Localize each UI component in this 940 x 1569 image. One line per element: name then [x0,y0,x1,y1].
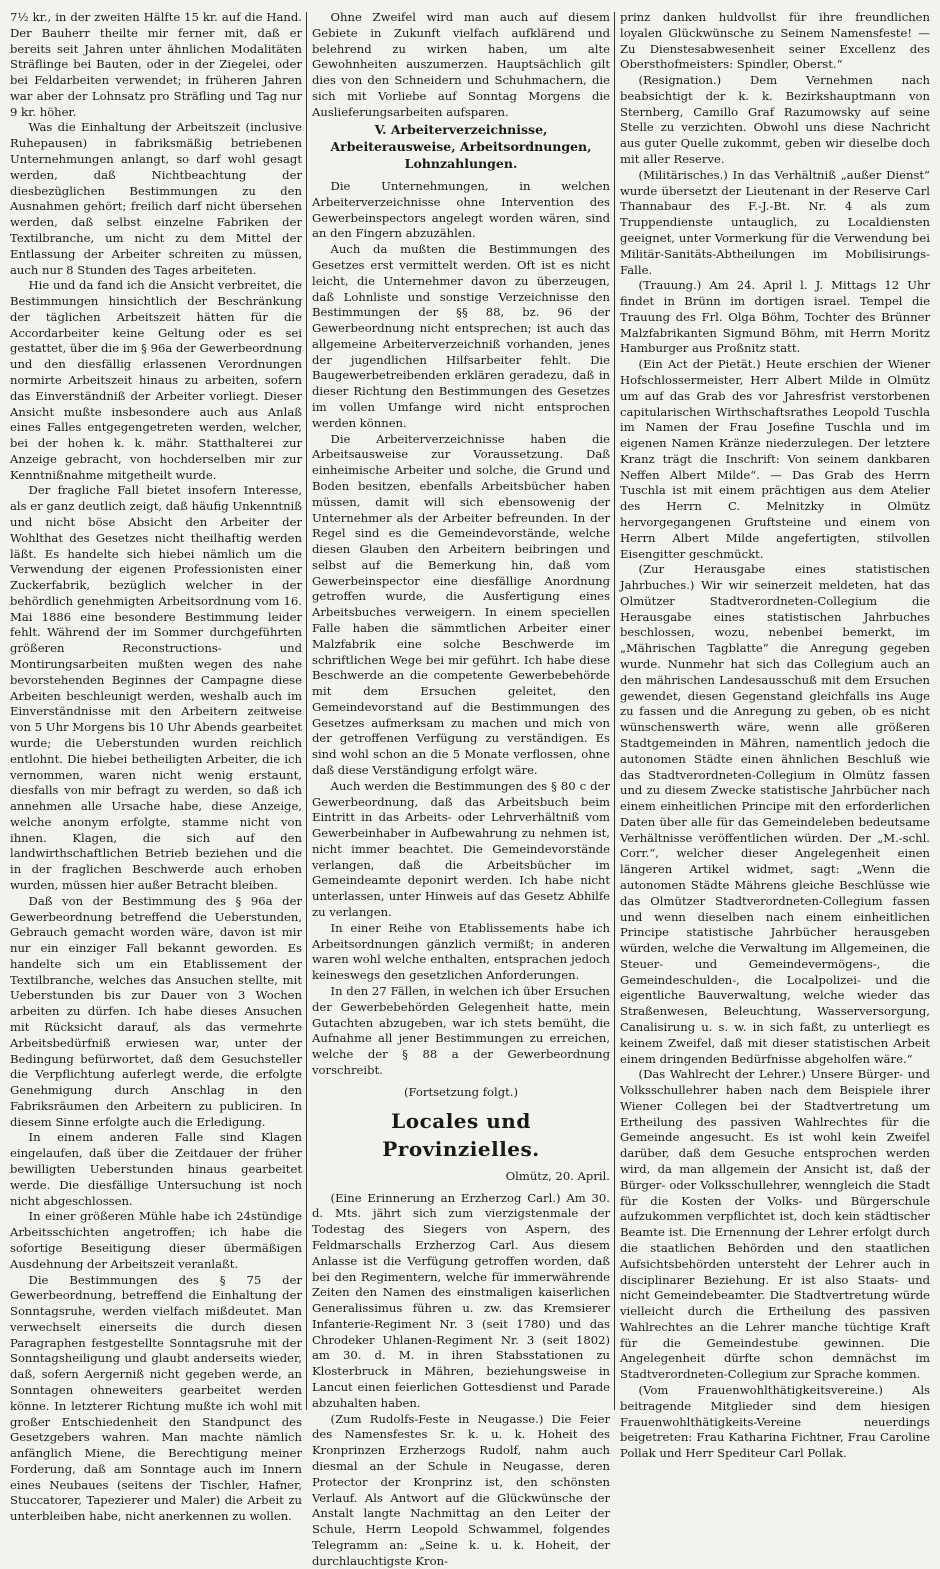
paragraph: 7½ kr., in der zweiten Hälfte 15 kr. auf die Hand. Der Bauherr theilte mir ferner mit, daß er bereits seit Jahren unter ähnlichen Modalitäten Sträflinge bei Bauten, oder in der Ziegelei, oder bei Feldarbeiten verwendet; in früheren Jahren war aber der Lohnsatz pro Sträfling und Tag nur 9 kr. höher. [10,10,302,119]
paragraph: Der fragliche Fall bietet insofern Interesse, als er ganz deutlich zeigt, daß häufig Unkenntniß und nicht böse Absicht den Arbeiter der Wohlthat des Gesetzes nicht theilhaftig werden läßt. Es handelte sich hiebei nämlich um die Verwendung der eigenen Professionisten einer Zuckerfabrik, bezüglich welcher in der behördlich genehmigten Arbeitsordnung vom 16. Mai 1886 eine besondere Bestimmung leider fehlt. Während der im Sommer durchgeführten größeren Reconstructions- und Montirungsarbeiten mußten wegen des nahe bevorstehenden Beginnes der Campagne diese Arbeiten beschleunigt werden, weshalb auch im Einverständnisse mit den Arbeitern zeitweise von 5 Uhr Morgens bis 10 Uhr Abends gearbeitet wurde; die Ueberstunden wurden reichlich entlohnt. Die hiebei betheiligten Arbeiter, die ich vernommen, waren nicht wenig erstaunt, diesfalls von mir befragt zu werden, so daß ich annehmen alle Ursache habe, diese Anzeige, welche anonym erfolgte, stamme nicht von ihnen. Klagen, die sich auf den landwirthschaftlichen Betrieb beziehen und die in der fraglichen Beschwerde auch erhoben wurden, müssen hier außer Betracht bleiben. [10,483,302,892]
paragraph: Hie und da fand ich die Ansicht verbreitet, die Bestimmungen hinsichtlich der Beschränkung der täglichen Arbeitszeit hätten für die Accordarbeiter keine Geltung oder es sei gestattet, über die im § 96a der Gewerbeordnung und den diesfällig erlassenen Verordnungen normirte Arbeitszeit hinaus zu arbeiten, sofern das Einverständniß der Arbeiter vorliegt. Dieser Ansicht mußte insbesondere auch aus Anlaß eines Falles entgegengetreten werden, welcher, bei der hohen k. k. mähr. Statthalterei zur Anzeige gebracht, von hochderselben mir zur Kenntnißnahme mitgetheilt wurde. [10,278,302,482]
paragraph: In einer größeren Mühle habe ich 24stündige Arbeitsschichten angetroffen; ich habe die sofortige Beseitigung dieser übermäßigen Ausdehnung der Arbeitszeit veranlaßt. [10,1209,302,1271]
column-right [620,10,930,1461]
section-heading: V. Arbeiterverzeichnisse, Arbeiterausweise, Arbeitsordnungen, Lohnzahlungen. [330,122,592,172]
paragraph: Auch werden die Bestimmungen des § 80 c der Gewerbeordnung, daß das Arbeitsbuch beim Eintritt in das Arbeits- oder Lehrverhältniß vom Gewerbeinhaber in Aufbewahrung zu nehmen ist, nicht immer beachtet. Die Gemeindevorstände verlangen, daß die Arbeitsbücher im Gemeindeamte deponirt werden. Ich habe nicht unterlassen, unter Hinweis auf das Gesetz Abhilfe zu verlangen. [312,778,610,920]
news-item: (Das Wahlrecht der Lehrer.) Unsere Bürger- und Volksschullehrer haben nach dem Beispiele ihrer Wiener Collegen bei der Stadtvertretung um Ertheilung des passiven Wahlrechtes für die Gemeinde angesucht. Es ist wohl kein Zweifel darüber, daß dem Gesuche entsprochen werden wird, da man allgemein der Ansicht ist, daß der Bürger- oder Volksschullehrer, wenngleich die Stadt für die Kosten der Volks- und Bürgerschule aufzukommen verpflichtet ist, doch kein städtischer Beamte ist. Die Ernennung der Lehrer erfolgt durch die staatlichen Behörden und den staatlichen Aufsichtsbehörden untersteht der Lehrer auch in disciplinarer Beziehung. Er ist also Staats- und nicht Gemeindebeamter. Die Stadtvertretung würde vielleicht durch die Ertheilung des passiven Wahlrechtes an die Lehrer manche tüchtige Kraft für die Gemeindestube gewinnen. Die Angelegenheit dürfte schon demnächst im Stadtverordneten-Collegium zur Sprache kommen. [620,1067,930,1382]
column-middle [312,10,610,1568]
news-item: (Zur Herausgabe eines statistischen Jahrbuches.) Wir wir seinerzeit meldeten, hat das Olmützer Stadtverordneten-Collegium die Herausgabe eines statistischen Jahrbuches beschlossen, wozu, nebenbei bemerkt, im „Mährischen Tagblatte“ die Anregung gegeben wurde. Nunmehr hat sich das Collegium auch an den mährischen Landesausschuß mit dem Ersuchen gewendet, diesen Gegenstand gleichfalls ins Auge zu fassen und die Anregung zu geben, ob es nicht wünschenswerth wäre, wenn alle größeren Stadtgemeinden in Mähren, namentlich jedoch die autonomen Städte einen ähnlichen Beschluß wie das Stadtverordneten-Collegium in Olmütz fassen und zu diesem Zwecke statistische Jahrbücher nach einem einheitlichen Principe mit den erforderlichen Daten über alle für das Gemeindeleben bedeutsame Verhältnisse veröffentlichen würden. Der „M.-schl. Corr.“, welcher dieser Angelegenheit einen längeren Artikel widmet, sagt: „Wenn die autonomen Städte Mährens gleiche Beschlüsse wie das Olmützer Stadtverordneten-Collegium fassen und wenn dieselben nach einem einheitlichen Principe statistische Jahrbücher herausgeben würden, welche die Verwaltung im Allgemeinen, die Steuer- und Gemeindevermögens-, die Gemeindeschulden-, die Localpolizei- und die eigentliche Bauverwaltung, welche wieder das Straßenwesen, Beleuchtung, Wasserversorgung, Canalisirung u. s. w. in sich faßt, zu unterliegt es keinem Zweifel, daß mit dieser statistischen Arbeit einem dringenden Bedürfnisse abgeholfen wäre.“ [620,562,930,1066]
paragraph: Die Unternehmungen, in welchen Arbeiterverzeichnisse ohne Intervention des Gewerbeinspectors angelegt worden wären, sind an den Fingern abzuzählen. [312,179,610,241]
locales-heading: Locales und Provinzielles. [382,1109,540,1161]
dateline: Olmütz, 20. April. [505,1168,610,1183]
news-item: (Resignation.) Dem Vernehmen nach beabsichtigt der k. k. Bezirkshauptmann von Sternberg, Camillo Graf Razumowsky auf seine Stelle zu verzichten. Obwohl uns diese Nachricht aus guter Quelle zukommt, geben wir dieselbe doch mit aller Reserve. [620,73,930,167]
column-left [10,10,302,1524]
column-rule [614,12,615,1410]
paragraph: In den 27 Fällen, in welchen ich über Ersuchen der Gewerbebehörden Gelegenheit hatte, mein Gutachten abzugeben, war ich stets bemüht, die Aufnahme all jener Bestimmungen zu erreichen, welche der § 88 a der Gewerbeordnung vorschreibt. [312,983,610,1077]
news-item: (Eine Erinnerung an Erzherzog Carl.) Am 30. d. Mts. jährt sich zum vierzigstenmale der Todestag des Siegers von Aspern, des Feldmarschalls Erzherzog Carl. Aus diesem Anlasse ist die Verfügung getroffen worden, daß bei den Regimentern, welche für immerwährende Zeiten den Namen des einstmaligen kaiserlichen Generalissimus führen u. zw. das Kremsierer Infanterie-Regiment Nr. 3 (seit 1780) und das Chrodeker Uhlanen-Regiment Nr. 3 (seit 1802) am 30. d. M. in ihren Stabsstationen zu Klosterbruck in Mähren, beziehungsweise in Lancut einen feierlichen Gottesdienst und Parade abzuhalten haben. [312,1190,610,1410]
news-item: (Vom Frauenwohlthätigkeitsvereine.) Als beitragende Mitglieder sind dem hiesigen Frauenwohlthätigkeits-Vereine neuerdings beigetreten: Frau Katharina Fichtner, Frau Caroline Pollak und Herr Spediteur Carl Pollak. [620,1382,930,1461]
paragraph: Ohne Zweifel wird man auch auf diesem Gebiete in Zukunft vielfach aufklärend und belehrend zu wirken haben, um alte Gewohnheiten auszumerzen. Hauptsächlich gilt dies von den Schneidern und Schuhmachern, die sich mit Vorliebe auf Sonntag Morgens die Auslieferungsarbeiten aufsparen. [312,10,610,119]
paragraph: prinz danken huldvollst für ihre freundlichen loyalen Glückwünsche zu Seinem Namensfeste! — Zu Dienstesabwesenheit seiner Excellenz des Obersthofmeisters: Spindler, Oberst.“ [620,10,930,72]
paragraph: Daß von der Bestimmung des § 96a der Gewerbeordnung betreffend die Ueberstunden, Gebrauch gemacht worden wäre, davon ist mir nur ein einziger Fall bekannt geworden. Es handelte sich um ein Etablissement der Textilbranche, welches das Ansuchen stellte, mit Ueberstunden bis zur Dauer von 3 Wochen arbeiten zu dürfen. Ich habe dieses Ansuchen mit Rücksicht darauf, als das vermehrte Arbeitsbedürfniß erwiesen war, unter der Bedingung befürwortet, daß dem Gesuchsteller die Verpflichtung auferlegt werde, die erfolgte Genehmigung durch Anschlag in den Fabriksräumen den Arbeitern zu publiciren. In diesem Sinne erfolgte auch die Erledigung. [10,893,302,1129]
paragraph: Was die Einhaltung der Arbeitszeit (inclusive Ruhepausen) in fabriksmäßig betriebenen Unternehmungen anlangt, so darf wohl gesagt werden, daß Nichtbeachtung der diesbezüglichen Bestimmungen zu den Ausnahmen gehört; freilich darf nicht übersehen werden, daß selbst einzelne Fabriken der Textilbranche, um nicht zu dem Mittel der Entlassung der Arbeiter schreiten zu müssen, auch nur 8 Stunden des Tages arbeiteten. [10,120,302,277]
paragraph: Die Bestimmungen des § 75 der Gewerbeordnung, betreffend die Einhaltung der Sonntagsruhe, werden vielfach mißdeutet. Man verwechselt einerseits die durch diesen Paragraphen festgestellte Sonntagsruhe mit der Sonntagsheiligung und glaubt anderseits wieder, daß, sofern Aergerniß nicht gegeben werde, an Sonntagen ohneweiters gearbeitet werden könne. In letzterer Richtung mußte ich wohl mit großer Entschiedenheit den Standpunct des Gesetzgebers wahren. Man machte nämlich anfänglich Miene, die Berechtigung meiner Forderung, daß am Sonntage auch im Innern eines Neubaues (seitens der Tischler, Hafner, Stuccatorer, Tapezierer und Maler) die Arbeit zu unterbleiben habe, nicht anerkennen zu wollen. [10,1272,302,1524]
news-item: (Trauung.) Am 24. April l. J. Mittags 12 Uhr findet in Brünn im dortigen israel. Tempel die Trauung des Frl. Olga Böhm, Tochter des Brünner Malzfabrikanten Sigmund Böhm, mit Herrn Moritz Hamburger aus Proßnitz statt. [620,278,930,356]
paragraph: In einem anderen Falle sind Klagen eingelaufen, daß über die Zeitdauer der früher bewilligten Ueberstunden hinaus gearbeitet werde. Die diesfällige Untersuchung ist noch nicht abgeschlossen. [10,1130,302,1208]
continuation-note: (Fortsetzung folgt.) [403,1084,518,1099]
news-item: (Ein Act der Pietät.) Heute erschien der Wiener Hofschlossermeister, Herr Albert Milde in Olmütz um auf das Grab des vor Jahresfrist verstorbenen capitularischen Wirthschaftsrathes Leopold Tuschla im Namen der Frau Josefine Tuschla und im eigenen Namen Kränze niederzulegen. Der letztere Kranz trägt die Inschrift: Von seinem dankbaren Neffen Albert Milde“. — Das Grab des Herrn Tuschla ist mit einem prächtigen aus dem Atelier des Herrn C. Melnitzky in Olmütz hervorgegangenen Gruftsteine und einem von Herrn Albert Milde angefertigten, stilvollen Eisengitter geschmückt. [620,357,930,561]
news-item: (Militärisches.) In das Verhältniß „außer Dienst“ wurde übersetzt der Lieutenant in der Reserve Carl Thannabaur des F.-J.-Bt. Nr. 4 als zum Truppendienste untauglich, zu Localdiensten geeignet, unter Vormerkung für die Verwendung bei Militär-Sanitäts-Abtheilungen im Mobilisirungs-Falle. [620,167,930,277]
news-item: (Zum Rudolfs-Feste in Neugasse.) Die Feier des Namensfestes Sr. k. u. k. Hoheit des Kronprinzen Erzherzogs Rudolf, nahm auch diesmal an der Schule in Neugasse, deren Protector der Kronprinz ist, den schönsten Verlauf. Als Antwort auf die Glückwünsche der Anstalt langte Nachmittag an den Leiter der Schule, Herrn Leopold Schwammel, folgendes Telegramm an: „Seine k. u. k. Hoheit, der durchlauchtigste Kron- [312,1411,610,1568]
paragraph: Die Arbeiterverzeichnisse haben die Arbeitsausweise zur Voraussetzung. Daß einheimische Arbeiter und solche, die Grund und Boden besitzen, ebenfalls Arbeitsbücher haben müssen, damit will sich ebensowenig der Unternehmer als der Arbeiter befreunden. In der Regel sind es die Gemeindevorstände, welche diesen Glauben den Arbeitern beibringen und selbst auf die Bemerkung hin, daß vom Gewerbeinspector eine diesfällige Anordnung getroffen wurde, die Ausfertigung eines Arbeitsbuches verweigern. In einem speciellen Falle haben die sämmtlichen Arbeiter einer Malzfabrik eine solche Beschwerde im schriftlichen Wege bei mir geführt. Ich habe diese Beschwerde an die competente Gewerbebehörde mit dem Ersuchen geleitet, den Gemeindevorstand auf die Bestimmungen des Gesetzes aufmerksam zu machen und mich von der getroffenen Verfügung zu verständigen. Es sind wohl schon an die 5 Monate verflossen, ohne daß diese Verständigung erfolgt wäre. [312,431,610,777]
paragraph: In einer Reihe von Etablissements habe ich Arbeitsordnungen gänzlich vermißt; in anderen waren wohl welche enthalten, entsprachen jedoch keineswegs den gesetzlichen Anforderungen. [312,920,610,983]
column-rule [306,12,307,1410]
paragraph: Auch da mußten die Bestimmungen des Gesetzes erst vermittelt werden. Oft ist es nicht leicht, die Unternehmer davon zu überzeugen, daß Lohnliste und sonstige Verzeichnisse den Bestimmungen der §§ 88, bz. 96 der Gewerbeordnung nicht entsprechen; ist auch das allgemeine Arbeiterverzeichniß vorhanden, jenes der jugendlichen Hilfsarbeiter fehlt. Die Baugewerbetreibenden erklären geradezu, daß in dieser Richtung den Bestimmungen des Gesetzes im vollen Umfange wird nicht entsprochen werden können. [312,242,610,430]
